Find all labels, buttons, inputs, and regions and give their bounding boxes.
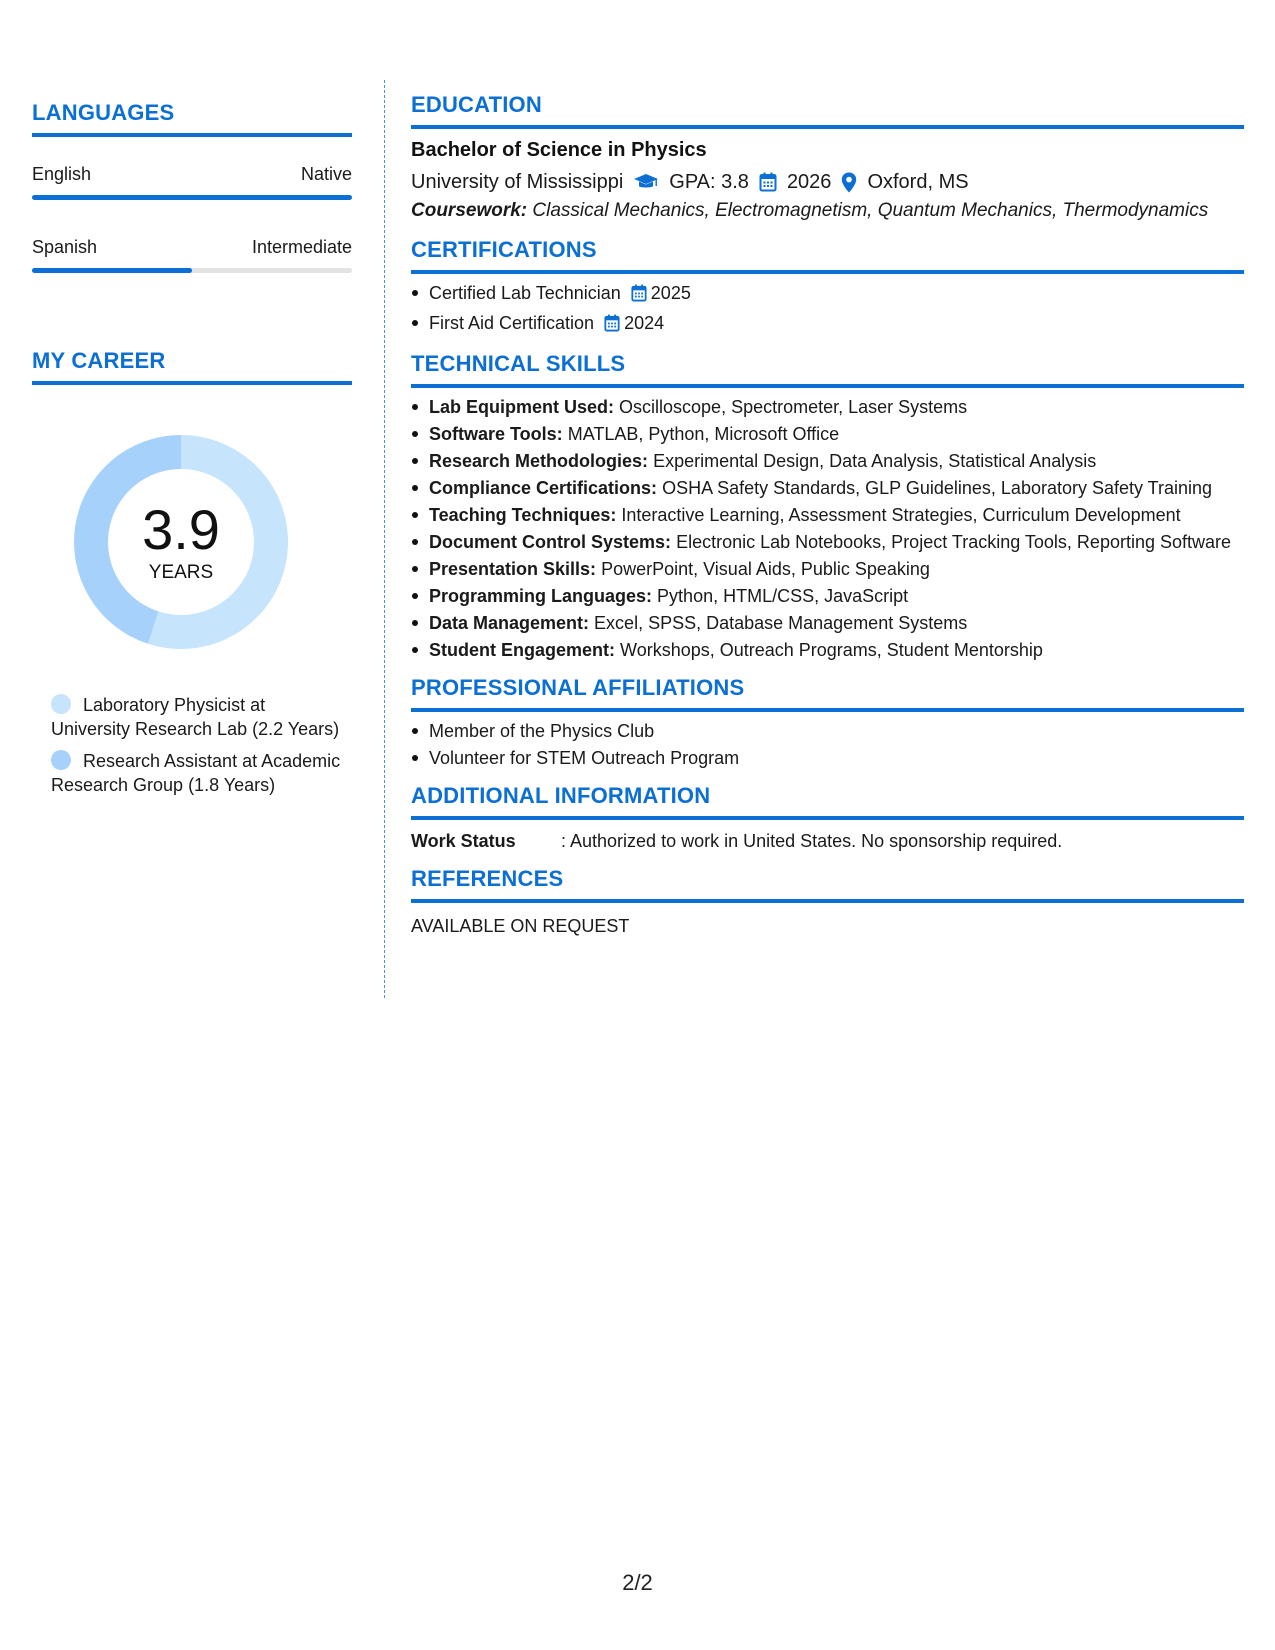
- graduation-year: 2026: [786, 171, 832, 193]
- affiliations-list: [411, 720, 1244, 769]
- language-bar: [32, 195, 352, 200]
- skill-label: Document Control Systems:: [429, 532, 672, 552]
- work-status-label: Work Status: [411, 831, 516, 851]
- languages-section: [32, 100, 352, 273]
- skill-value: OSHA Safety Standards, GLP Guidelines, Laboratory Safety Training: [662, 478, 1213, 498]
- coursework-list: Classical Mechanics, Electromagnetism, Quantum Mechanics, Thermodynamics: [532, 200, 1209, 221]
- section-rule: [411, 708, 1244, 712]
- section-rule: [32, 381, 352, 385]
- education-heading: EDUCATION: [411, 92, 542, 117]
- list-item: [411, 531, 1244, 553]
- section-rule: [411, 816, 1244, 820]
- degree-title: Bachelor of Science in Physics: [411, 139, 707, 161]
- list-item: [411, 585, 1244, 607]
- skill-label: Data Management:: [429, 613, 590, 633]
- skill-value: Workshops, Outreach Programs, Student Mentorship: [620, 640, 1043, 660]
- calendar-icon: [759, 172, 777, 192]
- graduation-cap-icon: [633, 173, 659, 191]
- map-pin-icon: [841, 172, 857, 193]
- language-level: Native: [300, 164, 352, 184]
- coursework: [411, 199, 1244, 223]
- technical-skills-heading: TECHNICAL SKILLS: [411, 351, 626, 376]
- legend-dot-icon: [51, 694, 71, 714]
- references-heading: REFERENCES: [411, 866, 564, 891]
- skill-label: Teaching Techniques:: [429, 505, 617, 525]
- skill-value: Electronic Lab Notebooks, Project Tracking Tools, Reporting Software: [676, 532, 1232, 552]
- certification-name: Certified Lab Technician: [429, 283, 621, 303]
- additional-info-heading: ADDITIONAL INFORMATION: [411, 783, 711, 808]
- language-bar-fill: [32, 195, 352, 200]
- list-item: [411, 504, 1244, 526]
- certification-name: First Aid Certification: [429, 313, 595, 333]
- affiliations-heading: PROFESSIONAL AFFILIATIONS: [411, 675, 745, 700]
- skill-value: PowerPoint, Visual Aids, Public Speaking: [601, 559, 930, 579]
- certifications-list: [411, 282, 1244, 337]
- technical-skills-section: [411, 351, 1244, 661]
- donut-center: [66, 427, 296, 657]
- school-location: Oxford, MS: [867, 171, 969, 193]
- skills-list: [411, 396, 1244, 661]
- legend-item: [51, 693, 341, 741]
- calendar-icon: [604, 314, 620, 337]
- work-status-row: [411, 830, 1244, 852]
- language-item: [32, 163, 352, 200]
- section-rule: [32, 133, 352, 137]
- school-name: University of Mississippi: [411, 171, 624, 193]
- list-item: [411, 639, 1244, 661]
- coursework-label: Coursework:: [411, 200, 528, 221]
- affiliations-section: [411, 675, 1244, 769]
- language-name: English: [32, 164, 92, 184]
- certification-year: 2025: [650, 283, 691, 303]
- career-donut-chart: [66, 427, 296, 657]
- list-item: [411, 477, 1244, 499]
- section-rule: [411, 125, 1244, 129]
- skill-value: Python, HTML/CSS, JavaScript: [657, 586, 909, 606]
- languages-heading: LANGUAGES: [32, 100, 175, 125]
- legend-label: Research Assistant at Academic Research Group (1.8 Years): [51, 751, 341, 795]
- legend-dot-icon: [51, 750, 71, 770]
- certifications-section: [411, 237, 1244, 337]
- career-total-years: 3.9: [142, 498, 220, 561]
- references-section: [411, 866, 1244, 937]
- legend-label: Laboratory Physicist at University Research Lab (2.2 Years): [51, 695, 340, 739]
- skill-label: Research Methodologies:: [429, 451, 649, 471]
- list-item: [411, 312, 1244, 337]
- skill-label: Student Engagement:: [429, 640, 616, 660]
- left-column: [32, 100, 352, 797]
- language-bar-fill: [32, 268, 192, 273]
- language-bar: [32, 268, 352, 273]
- education-meta: [411, 169, 1244, 195]
- skill-label: Presentation Skills:: [429, 559, 597, 579]
- certification-year: 2024: [624, 313, 665, 333]
- skill-value: Experimental Design, Data Analysis, Statistical Analysis: [653, 451, 1097, 471]
- skill-value: Oscilloscope, Spectrometer, Laser Systems: [619, 397, 968, 417]
- language-name: Spanish: [32, 237, 98, 257]
- column-divider: [384, 80, 385, 998]
- additional-info-section: [411, 783, 1244, 852]
- page-number: 2/2: [622, 1570, 653, 1595]
- career-total-unit: YEARS: [148, 562, 214, 583]
- career-section: [32, 348, 352, 797]
- list-item: [411, 450, 1244, 472]
- right-column: [411, 92, 1244, 951]
- skill-label: Programming Languages:: [429, 586, 653, 606]
- education-section: [411, 92, 1244, 223]
- skill-label: Compliance Certifications:: [429, 478, 658, 498]
- skill-value: Excel, SPSS, Database Management Systems: [594, 613, 968, 633]
- list-item: [411, 423, 1244, 445]
- list-item: [411, 396, 1244, 418]
- section-rule: [411, 384, 1244, 388]
- skill-label: Software Tools:: [429, 424, 563, 444]
- gpa-value: GPA: 3.8: [669, 171, 749, 193]
- skill-value: Interactive Learning, Assessment Strategies, Curriculum Development: [621, 505, 1181, 525]
- skill-value: MATLAB, Python, Microsoft Office: [567, 424, 840, 444]
- career-legend: [51, 693, 341, 797]
- career-heading: MY CAREER: [32, 348, 166, 373]
- list-item: [411, 612, 1244, 634]
- work-status-value: : Authorized to work in United States. No sponsorship required.: [561, 831, 1063, 851]
- skill-label: Lab Equipment Used:: [429, 397, 615, 417]
- list-item: Volunteer for STEM Outreach Program: [411, 747, 1244, 769]
- references-text: AVAILABLE ON REQUEST: [411, 916, 630, 936]
- list-item: [411, 282, 1244, 307]
- section-rule: [411, 899, 1244, 903]
- certifications-heading: CERTIFICATIONS: [411, 237, 597, 262]
- list-item: [411, 558, 1244, 580]
- calendar-icon: [631, 284, 647, 307]
- language-level: Intermediate: [251, 237, 352, 257]
- section-rule: [411, 270, 1244, 274]
- legend-item: [51, 749, 341, 797]
- list-item: Member of the Physics Club: [411, 720, 1244, 742]
- language-item: [32, 236, 352, 273]
